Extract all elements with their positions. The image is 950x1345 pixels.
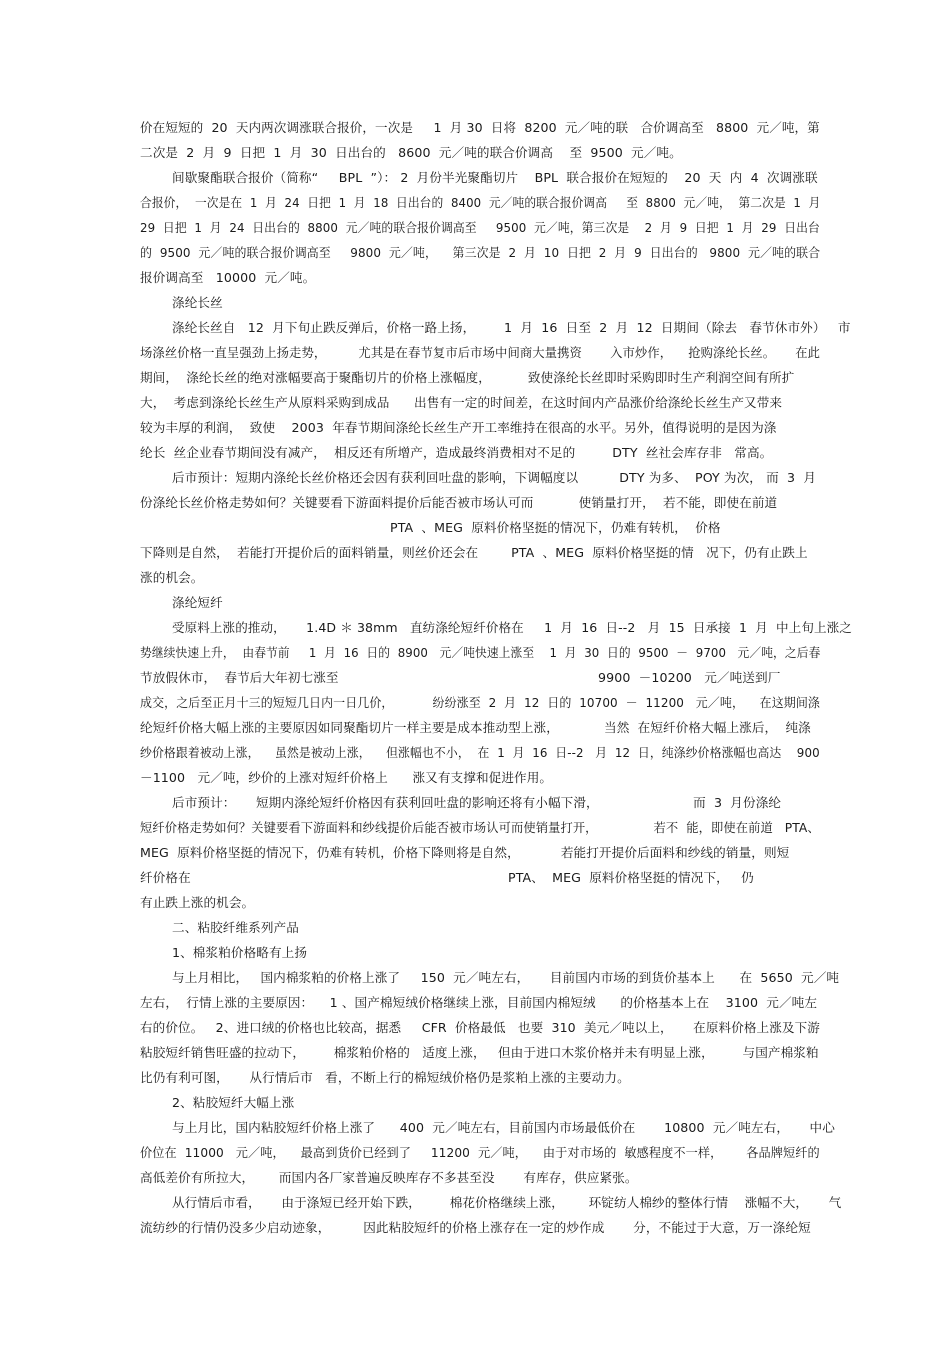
text-line: 价位在 11000 元／吨， 最高到货价已经到了 11200 元／吨， 由于对市场的 敏感程度不一样， 各品牌短纤的: [140, 1145, 820, 1160]
text-line: －1100 元／吨，纱价的上涨对短纤价格上 涨又有支撑和促进作用。: [140, 770, 553, 785]
text-line: 29 日把 1 月 24 日出台的 8800 元／吨的联合报价调高至 9500 元／吨，第三次是 2 月 9 日把 1 月 29 日出台: [140, 220, 820, 235]
text-line: 期间， 涤纶长丝的绝对涨幅要高于聚酯切片的价格上涨幅度， 致使涤纶长丝即时采购即时生产利润空间有所扩: [140, 370, 795, 385]
text-line: 后市预计： 短期内涤纶短纤价格因有获利回吐盘的影响还将有小幅下滑， 而 3 月份涤纶: [172, 795, 782, 810]
text-line: 场涤丝价格一直呈强劲上扬走势， 尤其是在春节复市后市场中间商大量携资 入市炒作， 抢购涤纶长丝。 在此: [140, 345, 821, 360]
text-line: 有止跌上涨的机会。: [140, 895, 255, 910]
text-line: 受原料上涨的推动， 1.4D ＊ 38mm 直纺涤纶短纤价格在 1 月 16 日--2 月 15 日承接 1 月 中上旬上涨之: [172, 620, 852, 635]
text-line: 9900 －10200 元／吨送到厂: [598, 670, 781, 685]
text-line: 短纤价格走势如何？关键要看下游面料和纱线提价后能否被市场认可而使销量打开， 若不 能，即使在前道 PTA、: [140, 820, 820, 835]
text-line: 纱价格跟着被动上涨， 虽然是被动上涨， 但涨幅也不小， 在 1 月 16 日--2 月 12 日，纯涤纱价格涨幅也高达 900: [140, 745, 820, 760]
section-heading: 涤纶长丝: [172, 295, 223, 310]
subsection-heading: 2、粘胶短纤大幅上涨: [172, 1095, 295, 1110]
text-line: 二次是 2 月 9 日把 1 月 30 日出台的 8600 元／吨的联合价调高 至 9500 元／吨。: [140, 145, 682, 160]
text-line: 间歇聚酯联合报价（简称“ BPL ”）： 2 月份半光聚酯切片 BPL 联合报价在短短的 20 天 内 4 次调涨联: [172, 170, 818, 185]
section-heading: 涤纶短纤: [172, 595, 223, 610]
text-line: 合报价， 一次是在 1 月 24 日把 1 月 18 日出台的 8400 元／吨的联合报价调高 至 8800 元／吨， 第二次是 1 月: [140, 195, 821, 210]
text-line: 后市预计：短期内涤纶长丝价格还会因有获利回吐盘的影响，下调幅度以 DTY 为多、 POY 为次， 而 3 月: [172, 470, 817, 485]
text-line: 下降则是自然， 若能打开提价后的面料销量，则丝价还会在 PTA 、MEG 原料价格坚挺的情 况下，仍有止跌上: [140, 545, 808, 560]
text-line: 份涤纶长丝价格走势如何？关键要看下游面料提价后能否被市场认可而 使销量打开， 若不能，即使在前道: [140, 495, 778, 510]
text-line: 成交，之后至正月十三的短短几日内一日几价， 纷纷涨至 2 月 12 日的 10700 － 11200 元／吨， 在这期间涤: [140, 695, 820, 710]
text-line: 大， 考虑到涤纶长丝生产从原料采购到成品 出售有一定的时间差，在这时间内产品涨价给涤纶长丝生产又带来: [140, 395, 783, 410]
text-line: 粘胶短纤销售旺盛的拉动下， 棉浆粕价格的 适度上涨， 但由于进口木浆价格并未有明显上涨， 与国产棉浆粕: [140, 1045, 819, 1060]
text-line: 与上月比，国内粘胶短纤价格上涨了 400 元／吨左右，目前国内市场最低价在 10800 元／吨左右， 中心: [172, 1120, 835, 1135]
text-line: 价在短短的 20 天内两次调涨联合报价，一次是 1 月 30 日将 8200 元／吨的联 合价调高至 8800 元／吨，第: [140, 120, 820, 135]
text-line: 比仍有利可图， 从行情后市 看，不断上行的棉短绒价格仍是浆粕上涨的主要动力。: [140, 1070, 630, 1085]
text-line: 流纺纱的行情仍没多少启动迹象， 因此粘胶短纤的价格上涨存在一定的炒作成 分，不能过于大意，万一涤纶短: [140, 1220, 811, 1235]
text-line: 涤纶长丝自 12 月下旬止跌反弹后，价格一路上扬， 1 月 16 日至 2 月 12 日期间（除去 春节休市外） 市: [172, 320, 851, 335]
text-line: 的 9500 元／吨的联合报价调高至 9800 元／吨， 第三次是 2 月 10 日把 2 月 9 日出台的 9800 元／吨的联合: [140, 245, 821, 260]
text-line: 从行情后市看， 由于涤短已经开始下跌， 棉花价格继续上涨， 环锭纺人棉纱的整体行情 涨幅不大， 气: [172, 1195, 842, 1210]
subsection-heading: 1、棉浆粕价格略有上扬: [172, 945, 308, 960]
text-line: 报价调高至 10000 元／吨。: [140, 270, 316, 285]
text-line: PTA、 MEG 原料价格坚挺的情况下， 仍: [508, 870, 754, 885]
text-line: 纶长 丝企业春节期间没有减产， 相反还有所增产，造成最终消费相对不足的 DTY 丝社会库存非 常高。: [140, 445, 773, 460]
text-line: PTA 、MEG 原料价格坚挺的情况下，仍难有转机， 价格: [390, 520, 721, 535]
text-line: 涨的机会。: [140, 570, 204, 585]
text-line: 较为丰厚的利润， 致使 2003 年春节期间涤纶长丝生产开工率维持在很高的水平。另外，值得说明的是因为涤: [140, 420, 777, 435]
text-line: 节放假休市， 春节后大年初七涨至: [140, 670, 339, 685]
text-line: 纤价格在: [140, 870, 191, 885]
text-line: 势继续快速上升， 由春节前 1 月 16 日的 8900 元／吨快速上涨至 1 月 30 日的 9500 － 9700 元／吨，之后春: [140, 645, 821, 660]
text-line: 纶短纤价格大幅上涨的主要原因如同聚酯切片一样主要是成本推动型上涨， 当然 在短纤价格大幅上涨后， 纯涤: [140, 720, 811, 735]
section-heading: 二、粘胶纤维系列产品: [172, 920, 299, 935]
text-line: 高低差价有所拉大， 而国内各厂家普遍反映库存不多甚至没 有库存，供应紧张。: [140, 1170, 638, 1185]
text-line: 与上月相比， 国内棉浆粕的价格上涨了 150 元／吨左右， 目前国内市场的到货价基本上 在 5650 元／吨: [172, 970, 840, 985]
text-line: 左右， 行情上涨的主要原因： 1 、国产棉短绒价格继续上涨，目前国内棉短绒 的价格基本上在 3100 元／吨左: [140, 995, 818, 1010]
text-line: MEG 原料价格坚挺的情况下，仍难有转机，价格下降则将是自然， 若能打开提价后面料和纱线的销量，则短: [140, 845, 790, 860]
text-line: 右的价位。 2、进口绒的价格也比较高，据悉 CFR 价格最低 也要 310 美元／吨以上， 在原料价格上涨及下游: [140, 1020, 820, 1035]
